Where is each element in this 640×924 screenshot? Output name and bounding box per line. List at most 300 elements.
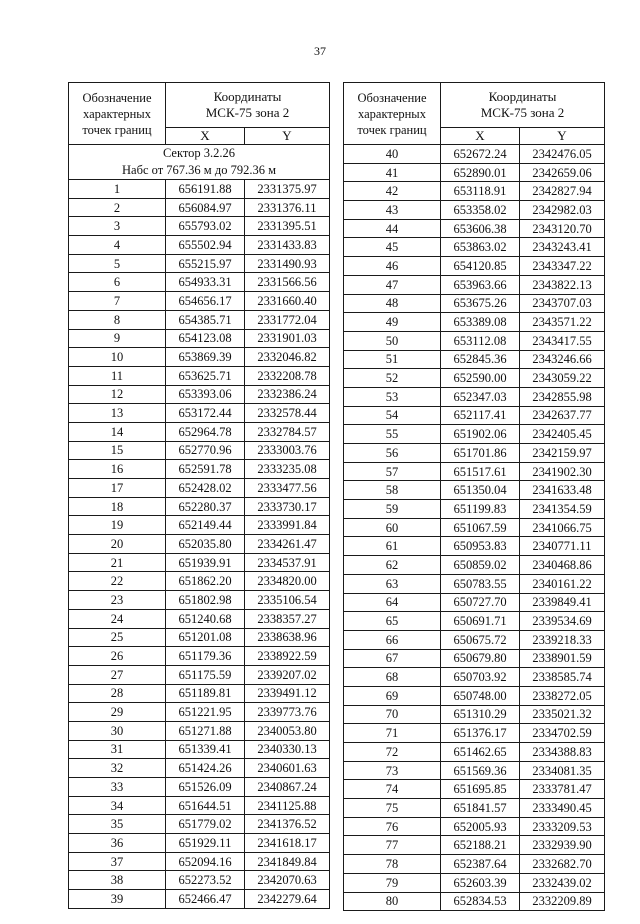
table-row bbox=[344, 705, 605, 724]
point-number: 35 bbox=[69, 815, 166, 834]
table-row bbox=[69, 254, 330, 273]
x-coordinate: 652035.80 bbox=[166, 535, 245, 554]
point-number: 73 bbox=[344, 761, 441, 780]
sector-height-range: Набс от 767.36 м до 792.36 м bbox=[122, 163, 276, 177]
x-coordinate: 653358.02 bbox=[441, 201, 520, 220]
x-coordinate: 651644.51 bbox=[166, 796, 245, 815]
table-row bbox=[344, 630, 605, 649]
x-coordinate: 652280.37 bbox=[166, 497, 245, 516]
point-number: 15 bbox=[69, 441, 166, 460]
point-number: 20 bbox=[69, 535, 166, 554]
y-coordinate: 2339218.33 bbox=[520, 630, 605, 649]
x-coordinate: 651240.68 bbox=[166, 609, 245, 628]
y-coordinate: 2340468.86 bbox=[520, 556, 605, 575]
x-coordinate: 651221.95 bbox=[166, 703, 245, 722]
x-coordinate: 653963.66 bbox=[441, 275, 520, 294]
y-coordinate: 2341066.75 bbox=[520, 518, 605, 537]
table-row bbox=[69, 721, 330, 740]
table-row bbox=[69, 516, 330, 535]
point-number: 22 bbox=[69, 572, 166, 591]
x-coordinate: 653625.71 bbox=[166, 366, 245, 385]
x-coordinate: 651929.11 bbox=[166, 834, 245, 853]
y-coordinate: 2332046.82 bbox=[245, 348, 330, 367]
coords-header-line1: Координаты bbox=[488, 89, 557, 104]
x-axis-header: X bbox=[166, 128, 245, 145]
x-coordinate: 650727.70 bbox=[441, 593, 520, 612]
x-coordinate: 651526.09 bbox=[166, 778, 245, 797]
table-row bbox=[344, 537, 605, 556]
x-coordinate: 654123.08 bbox=[166, 329, 245, 348]
coordinates-table-right bbox=[343, 82, 605, 911]
table-row bbox=[69, 460, 330, 479]
y-coordinate: 2340771.11 bbox=[520, 537, 605, 556]
y-coordinate: 2342279.64 bbox=[245, 890, 330, 909]
table-row bbox=[69, 759, 330, 778]
point-header-line3: точек границ bbox=[82, 122, 152, 137]
x-coordinate: 651517.61 bbox=[441, 462, 520, 481]
x-coordinate: 651350.04 bbox=[441, 481, 520, 500]
x-coordinate: 652770.96 bbox=[166, 441, 245, 460]
point-number: 43 bbox=[344, 201, 441, 220]
sector-cell bbox=[69, 145, 330, 180]
y-coordinate: 2334081.35 bbox=[520, 761, 605, 780]
point-number: 21 bbox=[69, 553, 166, 572]
point-number: 31 bbox=[69, 740, 166, 759]
table-row bbox=[344, 649, 605, 668]
y-coordinate: 2339207.02 bbox=[245, 665, 330, 684]
x-coordinate: 651841.57 bbox=[441, 799, 520, 818]
point-number: 38 bbox=[69, 871, 166, 890]
x-coordinate: 655502.94 bbox=[166, 236, 245, 255]
y-coordinate: 2333477.56 bbox=[245, 479, 330, 498]
y-coordinate: 2334702.59 bbox=[520, 724, 605, 743]
x-coordinate: 652094.16 bbox=[166, 852, 245, 871]
table-row bbox=[344, 163, 605, 182]
y-coordinate: 2331772.04 bbox=[245, 310, 330, 329]
point-number: 12 bbox=[69, 385, 166, 404]
y-coordinate: 2331490.93 bbox=[245, 254, 330, 273]
table-row bbox=[69, 366, 330, 385]
y-coordinate: 2342159.97 bbox=[520, 444, 605, 463]
point-number: 11 bbox=[69, 366, 166, 385]
x-coordinate: 651179.36 bbox=[166, 647, 245, 666]
table-row bbox=[69, 609, 330, 628]
point-number: 47 bbox=[344, 275, 441, 294]
table-header-row bbox=[69, 83, 330, 128]
x-coordinate: 653869.39 bbox=[166, 348, 245, 367]
y-coordinate: 2338272.05 bbox=[520, 686, 605, 705]
y-coordinate: 2334820.00 bbox=[245, 572, 330, 591]
y-coordinate: 2332682.70 bbox=[520, 855, 605, 874]
x-coordinate: 652591.78 bbox=[166, 460, 245, 479]
table-row bbox=[69, 404, 330, 423]
point-number: 52 bbox=[344, 369, 441, 388]
y-coordinate: 2331901.03 bbox=[245, 329, 330, 348]
table-row bbox=[69, 740, 330, 759]
table-row bbox=[344, 182, 605, 201]
x-coordinate: 653172.44 bbox=[166, 404, 245, 423]
table-row bbox=[69, 329, 330, 348]
y-coordinate: 2341902.30 bbox=[520, 462, 605, 481]
table-row bbox=[69, 441, 330, 460]
x-coordinate: 651067.59 bbox=[441, 518, 520, 537]
y-coordinate: 2340867.24 bbox=[245, 778, 330, 797]
y-coordinate: 2340053.80 bbox=[245, 721, 330, 740]
point-number: 45 bbox=[344, 238, 441, 257]
point-number: 36 bbox=[69, 834, 166, 853]
y-coordinate: 2340330.13 bbox=[245, 740, 330, 759]
point-number: 80 bbox=[344, 892, 441, 911]
table-row bbox=[69, 796, 330, 815]
y-coordinate: 2343417.55 bbox=[520, 331, 605, 350]
point-header-line2: характерных bbox=[358, 106, 426, 121]
y-coordinate: 2343246.66 bbox=[520, 350, 605, 369]
point-number: 66 bbox=[344, 630, 441, 649]
point-header-line1: Обозначение bbox=[82, 90, 152, 105]
y-coordinate: 2332209.89 bbox=[520, 892, 605, 911]
table-row bbox=[344, 836, 605, 855]
x-coordinate: 652428.02 bbox=[166, 479, 245, 498]
x-coordinate: 652387.64 bbox=[441, 855, 520, 874]
table-row bbox=[344, 761, 605, 780]
point-number: 48 bbox=[344, 294, 441, 313]
table-row bbox=[344, 724, 605, 743]
point-number: 71 bbox=[344, 724, 441, 743]
x-coordinate: 652964.78 bbox=[166, 422, 245, 441]
table-row bbox=[69, 572, 330, 591]
y-coordinate: 2338638.96 bbox=[245, 628, 330, 647]
point-number: 2 bbox=[69, 198, 166, 217]
point-number: 14 bbox=[69, 422, 166, 441]
y-coordinate: 2342659.06 bbox=[520, 163, 605, 182]
y-coordinate: 2341618.17 bbox=[245, 834, 330, 853]
y-coordinate: 2341125.88 bbox=[245, 796, 330, 815]
table-row bbox=[69, 497, 330, 516]
point-number: 76 bbox=[344, 817, 441, 836]
x-coordinate: 652890.01 bbox=[441, 163, 520, 182]
y-coordinate: 2342476.05 bbox=[520, 145, 605, 164]
y-coordinate: 2339773.76 bbox=[245, 703, 330, 722]
point-number: 74 bbox=[344, 780, 441, 799]
x-coordinate: 650675.72 bbox=[441, 630, 520, 649]
point-number: 70 bbox=[344, 705, 441, 724]
point-number: 19 bbox=[69, 516, 166, 535]
y-coordinate: 2342070.63 bbox=[245, 871, 330, 890]
table-row bbox=[344, 668, 605, 687]
y-coordinate: 2334537.91 bbox=[245, 553, 330, 572]
y-coordinate: 2341633.48 bbox=[520, 481, 605, 500]
point-number: 33 bbox=[69, 778, 166, 797]
x-coordinate: 652603.39 bbox=[441, 873, 520, 892]
point-number: 57 bbox=[344, 462, 441, 481]
y-coordinate: 2331660.40 bbox=[245, 292, 330, 311]
point-number: 34 bbox=[69, 796, 166, 815]
y-coordinate: 2333490.45 bbox=[520, 799, 605, 818]
table-row bbox=[344, 387, 605, 406]
x-coordinate: 656084.97 bbox=[166, 198, 245, 217]
point-number: 18 bbox=[69, 497, 166, 516]
table-row bbox=[69, 890, 330, 909]
coords-header-line1: Координаты bbox=[213, 89, 282, 104]
y-coordinate: 2331566.56 bbox=[245, 273, 330, 292]
x-coordinate: 651424.26 bbox=[166, 759, 245, 778]
point-number: 56 bbox=[344, 444, 441, 463]
x-coordinate: 651201.08 bbox=[166, 628, 245, 647]
y-coordinate: 2332578.44 bbox=[245, 404, 330, 423]
coords-header-line2: МСК-75 зона 2 bbox=[480, 105, 565, 120]
table-row bbox=[69, 815, 330, 834]
point-number: 44 bbox=[344, 219, 441, 238]
point-number: 13 bbox=[69, 404, 166, 423]
table-row bbox=[69, 348, 330, 367]
y-coordinate: 2332439.02 bbox=[520, 873, 605, 892]
y-coordinate: 2332939.90 bbox=[520, 836, 605, 855]
table-row bbox=[344, 556, 605, 575]
y-coordinate: 2332386.24 bbox=[245, 385, 330, 404]
table-header-row bbox=[344, 83, 605, 128]
table-row bbox=[344, 686, 605, 705]
y-coordinate: 2339849.41 bbox=[520, 593, 605, 612]
y-coordinate: 2342855.98 bbox=[520, 387, 605, 406]
table-row bbox=[344, 257, 605, 276]
coordinates-header bbox=[441, 83, 605, 128]
table-row bbox=[69, 479, 330, 498]
point-number: 32 bbox=[69, 759, 166, 778]
point-number: 42 bbox=[344, 182, 441, 201]
x-coordinate: 650703.92 bbox=[441, 668, 520, 687]
y-coordinate: 2331376.11 bbox=[245, 198, 330, 217]
x-coordinate: 652834.53 bbox=[441, 892, 520, 911]
x-coordinate: 654656.17 bbox=[166, 292, 245, 311]
coordinates-table-left bbox=[68, 82, 330, 909]
table-row bbox=[69, 852, 330, 871]
x-coordinate: 656191.88 bbox=[166, 180, 245, 199]
table-row bbox=[344, 892, 605, 911]
x-coordinate: 651701.86 bbox=[441, 444, 520, 463]
x-coordinate: 652672.24 bbox=[441, 145, 520, 164]
point-number: 40 bbox=[344, 145, 441, 164]
y-coordinate: 2343059.22 bbox=[520, 369, 605, 388]
table-row bbox=[344, 855, 605, 874]
table-row bbox=[344, 275, 605, 294]
table-row bbox=[344, 201, 605, 220]
x-coordinate: 651199.83 bbox=[441, 500, 520, 519]
point-number: 10 bbox=[69, 348, 166, 367]
x-coordinate: 652466.47 bbox=[166, 890, 245, 909]
table-row bbox=[69, 385, 330, 404]
page-number: 37 bbox=[314, 44, 326, 58]
table-row bbox=[69, 684, 330, 703]
y-coordinate: 2334388.83 bbox=[520, 743, 605, 762]
y-coordinate: 2343707.03 bbox=[520, 294, 605, 313]
x-coordinate: 652188.21 bbox=[441, 836, 520, 855]
point-number: 17 bbox=[69, 479, 166, 498]
point-number: 72 bbox=[344, 743, 441, 762]
x-coordinate: 653118.91 bbox=[441, 182, 520, 201]
point-number: 25 bbox=[69, 628, 166, 647]
table-row bbox=[344, 313, 605, 332]
x-coordinate: 655215.97 bbox=[166, 254, 245, 273]
table-row bbox=[344, 238, 605, 257]
table-row bbox=[344, 612, 605, 631]
y-coordinate: 2333003.76 bbox=[245, 441, 330, 460]
point-number: 59 bbox=[344, 500, 441, 519]
point-number: 24 bbox=[69, 609, 166, 628]
x-coordinate: 651462.65 bbox=[441, 743, 520, 762]
coords-header-line2: МСК-75 зона 2 bbox=[205, 105, 290, 120]
table-row bbox=[69, 236, 330, 255]
x-coordinate: 654933.31 bbox=[166, 273, 245, 292]
y-coordinate: 2331433.83 bbox=[245, 236, 330, 255]
x-coordinate: 652590.00 bbox=[441, 369, 520, 388]
point-number: 6 bbox=[69, 273, 166, 292]
point-number: 63 bbox=[344, 574, 441, 593]
y-coordinate: 2333730.17 bbox=[245, 497, 330, 516]
table-row bbox=[69, 422, 330, 441]
table-row bbox=[344, 873, 605, 892]
table-row bbox=[344, 145, 605, 164]
y-coordinate: 2335021.32 bbox=[520, 705, 605, 724]
table-row bbox=[344, 294, 605, 313]
x-coordinate: 651902.06 bbox=[441, 425, 520, 444]
point-number: 58 bbox=[344, 481, 441, 500]
table-row bbox=[69, 535, 330, 554]
point-number: 50 bbox=[344, 331, 441, 350]
table-row bbox=[344, 593, 605, 612]
table-row bbox=[344, 406, 605, 425]
table-row bbox=[344, 481, 605, 500]
y-coordinate: 2343120.70 bbox=[520, 219, 605, 238]
point-number: 67 bbox=[344, 649, 441, 668]
y-coordinate: 2340601.63 bbox=[245, 759, 330, 778]
point-number: 79 bbox=[344, 873, 441, 892]
point-number: 49 bbox=[344, 313, 441, 332]
x-coordinate: 650748.00 bbox=[441, 686, 520, 705]
x-coordinate: 651189.81 bbox=[166, 684, 245, 703]
table-row bbox=[344, 350, 605, 369]
table-row bbox=[344, 799, 605, 818]
point-number: 8 bbox=[69, 310, 166, 329]
x-coordinate: 651569.36 bbox=[441, 761, 520, 780]
point-number: 29 bbox=[69, 703, 166, 722]
y-coordinate: 2335106.54 bbox=[245, 591, 330, 610]
point-number: 4 bbox=[69, 236, 166, 255]
y-coordinate: 2338585.74 bbox=[520, 668, 605, 687]
point-designation-header bbox=[344, 83, 441, 145]
x-coordinate: 650783.55 bbox=[441, 574, 520, 593]
table-row bbox=[69, 628, 330, 647]
y-coordinate: 2340161.22 bbox=[520, 574, 605, 593]
y-coordinate: 2341849.84 bbox=[245, 852, 330, 871]
point-header-line2: характерных bbox=[83, 106, 151, 121]
x-coordinate: 655793.02 bbox=[166, 217, 245, 236]
point-number: 75 bbox=[344, 799, 441, 818]
point-number: 5 bbox=[69, 254, 166, 273]
point-number: 53 bbox=[344, 387, 441, 406]
y-coordinate: 2338357.27 bbox=[245, 609, 330, 628]
point-number: 65 bbox=[344, 612, 441, 631]
y-axis-header: Y bbox=[520, 128, 605, 145]
y-axis-header: Y bbox=[245, 128, 330, 145]
x-coordinate: 651862.20 bbox=[166, 572, 245, 591]
x-coordinate: 651339.41 bbox=[166, 740, 245, 759]
y-coordinate: 2332784.57 bbox=[245, 422, 330, 441]
x-coordinate: 650953.83 bbox=[441, 537, 520, 556]
y-coordinate: 2339491.12 bbox=[245, 684, 330, 703]
point-number: 26 bbox=[69, 647, 166, 666]
table-row bbox=[69, 591, 330, 610]
y-coordinate: 2343822.13 bbox=[520, 275, 605, 294]
point-number: 64 bbox=[344, 593, 441, 612]
x-coordinate: 653393.06 bbox=[166, 385, 245, 404]
table-row bbox=[69, 665, 330, 684]
table-row bbox=[344, 444, 605, 463]
y-coordinate: 2333991.84 bbox=[245, 516, 330, 535]
x-coordinate: 652117.41 bbox=[441, 406, 520, 425]
table-row bbox=[69, 871, 330, 890]
point-number: 54 bbox=[344, 406, 441, 425]
y-coordinate: 2341354.59 bbox=[520, 500, 605, 519]
x-coordinate: 654120.85 bbox=[441, 257, 520, 276]
point-number: 1 bbox=[69, 180, 166, 199]
y-coordinate: 2334261.47 bbox=[245, 535, 330, 554]
x-coordinate: 654385.71 bbox=[166, 310, 245, 329]
point-number: 61 bbox=[344, 537, 441, 556]
x-coordinate: 652005.93 bbox=[441, 817, 520, 836]
y-coordinate: 2339534.69 bbox=[520, 612, 605, 631]
point-number: 69 bbox=[344, 686, 441, 705]
x-coordinate: 651802.98 bbox=[166, 591, 245, 610]
x-coordinate: 651271.88 bbox=[166, 721, 245, 740]
x-coordinate: 651939.91 bbox=[166, 553, 245, 572]
y-coordinate: 2332208.78 bbox=[245, 366, 330, 385]
x-coordinate: 653389.08 bbox=[441, 313, 520, 332]
table-row bbox=[69, 217, 330, 236]
y-coordinate: 2342982.03 bbox=[520, 201, 605, 220]
point-header-line1: Обозначение bbox=[357, 90, 427, 105]
point-number: 78 bbox=[344, 855, 441, 874]
table-row bbox=[344, 817, 605, 836]
y-coordinate: 2343571.22 bbox=[520, 313, 605, 332]
point-header-line3: точек границ bbox=[357, 122, 427, 137]
y-coordinate: 2338901.59 bbox=[520, 649, 605, 668]
point-designation-header bbox=[69, 83, 166, 145]
y-coordinate: 2343243.41 bbox=[520, 238, 605, 257]
table-row bbox=[69, 180, 330, 199]
x-coordinate: 652347.03 bbox=[441, 387, 520, 406]
x-coordinate: 653112.08 bbox=[441, 331, 520, 350]
x-coordinate: 653863.02 bbox=[441, 238, 520, 257]
table-row bbox=[69, 292, 330, 311]
point-number: 30 bbox=[69, 721, 166, 740]
x-coordinate: 650859.02 bbox=[441, 556, 520, 575]
y-coordinate: 2331375.97 bbox=[245, 180, 330, 199]
x-coordinate: 650691.71 bbox=[441, 612, 520, 631]
x-coordinate: 651376.17 bbox=[441, 724, 520, 743]
x-coordinate: 651175.59 bbox=[166, 665, 245, 684]
y-coordinate: 2343347.22 bbox=[520, 257, 605, 276]
point-number: 60 bbox=[344, 518, 441, 537]
x-coordinate: 652149.44 bbox=[166, 516, 245, 535]
sector-title: Сектор 3.2.26 bbox=[162, 146, 236, 160]
point-number: 77 bbox=[344, 836, 441, 855]
table-row bbox=[344, 500, 605, 519]
point-number: 16 bbox=[69, 460, 166, 479]
y-coordinate: 2331395.51 bbox=[245, 217, 330, 236]
y-coordinate: 2333781.47 bbox=[520, 780, 605, 799]
point-number: 27 bbox=[69, 665, 166, 684]
table-row bbox=[344, 219, 605, 238]
